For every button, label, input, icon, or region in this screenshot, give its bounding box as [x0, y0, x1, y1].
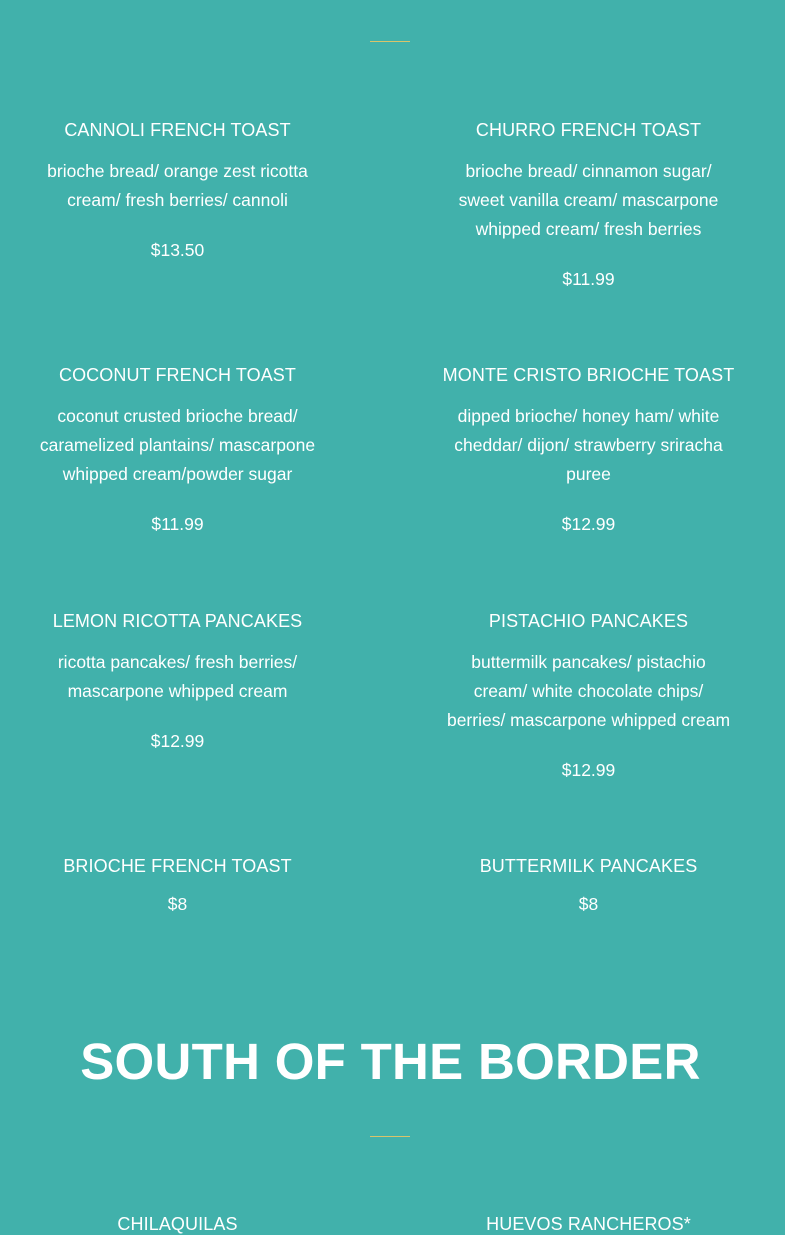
section-title: SOUTH OF THE BORDER	[80, 1033, 701, 1090]
menu-item-name: CHILAQUILAS	[117, 1214, 238, 1234]
menu-item-coconut-french-toast	[20, 364, 335, 535]
menu-item-price: $12.99	[561, 514, 616, 534]
menu-item-description: dipped brioche/ honey ham/ white cheddar/ dijon/ strawberry sriracha puree	[454, 406, 723, 484]
menu-item-name: HUEVOS RANCHEROS*	[486, 1214, 691, 1234]
menu-item-price: $8	[578, 894, 599, 914]
menu-item-cannoli-french-toast	[20, 119, 335, 261]
menu-item-name: CANNOLI FRENCH TOAST	[64, 120, 291, 140]
menu-item-name: CHURRO FRENCH TOAST	[475, 120, 702, 140]
menu-item-price: $11.99	[562, 269, 615, 289]
menu-item-description: ricotta pancakes/ fresh berries/ mascarpone whipped cream	[57, 652, 298, 701]
menu-item-price: $12.99	[561, 760, 616, 780]
menu-item-name: PISTACHIO PANCAKES	[488, 611, 689, 631]
menu-item-huevos-rancheros	[431, 1213, 746, 1235]
menu-item-name: COCONUT FRENCH TOAST	[58, 365, 297, 385]
menu-item-churro-french-toast	[431, 119, 746, 290]
menu-item-price: $8	[167, 894, 188, 914]
menu-item-name: LEMON RICOTTA PANCAKES	[52, 611, 303, 631]
menu-item-description: coconut crusted brioche bread/ caramelized plantains/ mascarpone whipped cream/powder sugar	[39, 406, 316, 484]
menu-item-price: $11.99	[151, 514, 204, 534]
menu-item-description: brioche bread/ cinnamon sugar/ sweet vanilla cream/ mascarpone whipped cream/ fresh berries	[458, 161, 719, 239]
menu-item-description: buttermilk pancakes/ pistachio cream/ white chocolate chips/ berries/ mascarpone whipped cream	[446, 652, 731, 730]
menu-item-monte-cristo-brioche-toast	[431, 364, 746, 535]
menu-item-description: brioche bread/ orange zest ricotta cream/ fresh berries/ cannoli	[47, 161, 308, 210]
menu-item-brioche-french-toast	[20, 855, 335, 915]
menu-item-name: MONTE CRISTO BRIOCHE TOAST	[442, 365, 735, 385]
menu-item-name: BRIOCHE FRENCH TOAST	[63, 856, 292, 876]
menu-item-buttermilk-pancakes	[431, 855, 746, 915]
menu-item-price: $13.50	[150, 240, 205, 260]
menu-item-pistachio-pancakes	[431, 610, 746, 781]
menu-item-name: BUTTERMILK PANCAKES	[479, 856, 698, 876]
section-divider	[370, 1136, 410, 1137]
menu-item-lemon-ricotta-pancakes	[20, 610, 335, 752]
menu-item-chilaquilas	[20, 1213, 335, 1235]
menu-item-price: $12.99	[150, 731, 205, 751]
section-divider	[370, 41, 410, 42]
